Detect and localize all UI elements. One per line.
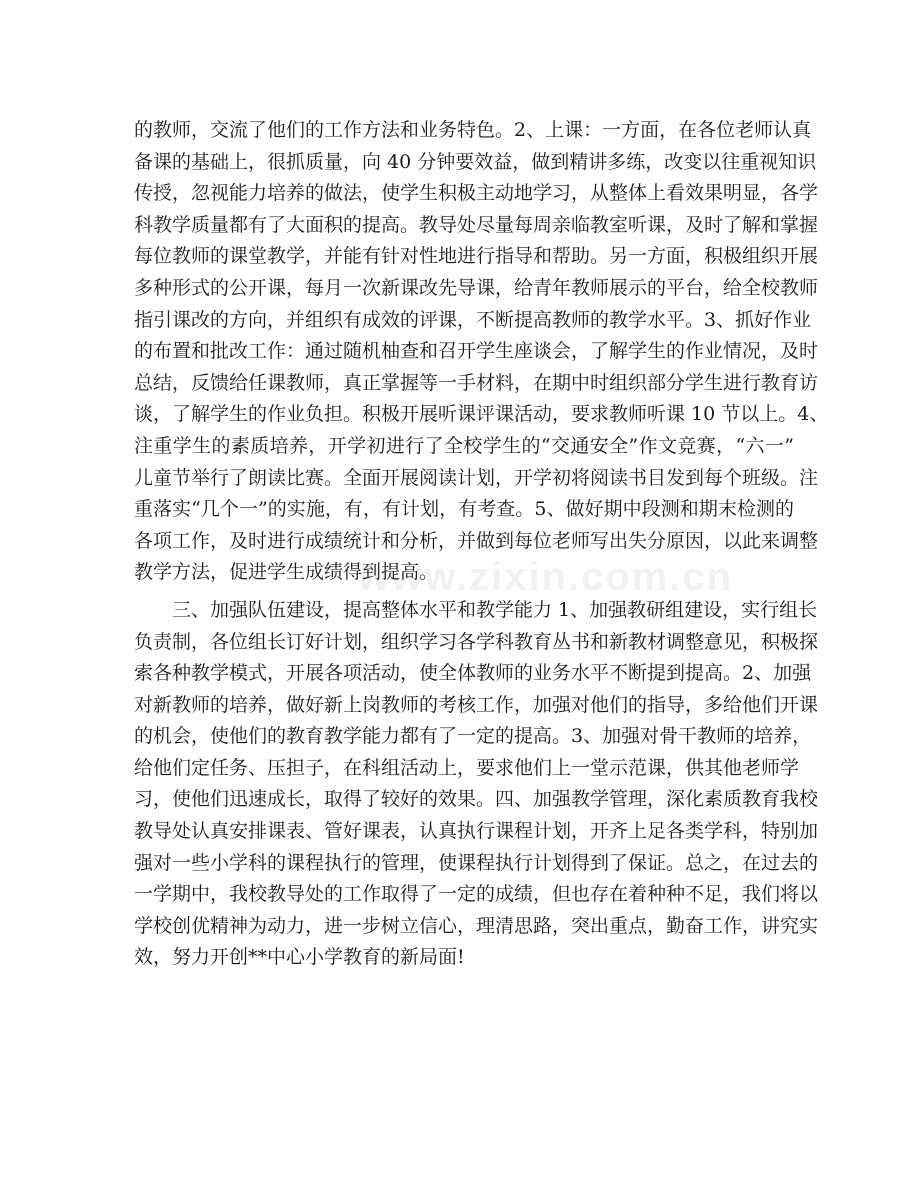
text-line: 强对一些小学科的课程执行的管理，使课程执行计划得到了保证。总之，在过去的 — [134, 851, 819, 874]
text-line: 学校创优精神为动力，进一步树立信心，理清思路，突出重点，勤奋工作，讲究实 — [134, 914, 819, 937]
text-line: 注重学生的素质培养，开学初进行了全校学生的“交通安全”作文竞赛，“六一” — [134, 434, 794, 457]
text-line: 效，努力开创**中心小学教育的新局面! — [134, 946, 465, 969]
text-line: 的教师，交流了他们的工作方法和业务特色。2、上课：一方面，在各位老师认真 — [134, 119, 812, 141]
text-line: 总结，反馈给任课教师，真正掌握等一手材料，在期中时组织部分学生进行教育访 — [134, 371, 819, 394]
text-line: 一学期中，我校教导处的工作取得了一定的成绩，但也存在着种种不足，我们将以 — [134, 883, 819, 906]
text-line: 各项工作，及时进行成绩统计和分析，并做到每位老师写出失分原因，以此来调整 — [134, 529, 819, 552]
text-line: 儿童节举行了朗读比赛。全面开展阅读计划，开学初将阅读书目发到每个班级。注 — [134, 466, 819, 489]
text-line: 负责制，各位组长订好计划，组织学习各学科教育丛书和新教材调整意见，积极探 — [134, 630, 819, 653]
text-line: 谈，了解学生的作业负担。积极开展听课评课活动，要求教师听课 10 节以上。4、 — [134, 403, 829, 426]
text-line: 多种形式的公开课，每月一次新课改先导课，给青年教师展示的平台，给全校教师 — [134, 276, 819, 299]
text-line: 的机会，使他们的教育教学能力都有了一定的提高。3、加强对骨干教师的培养， — [134, 725, 812, 748]
text-line: 备课的基础上，很抓质量，向 40 分钟要效益，做到精讲多练，改变以往重视知识 — [134, 150, 817, 173]
watermark: www.zixin.com.cn — [358, 555, 734, 599]
text-line: 对新教师的培养，做好新上岗教师的考核工作，加强对他们的指导，多给他们开课 — [134, 693, 819, 716]
text-line: 三、加强队伍建设，提高整体水平和教学能力 1、加强教研组建设，实行组长 — [134, 598, 818, 621]
text-line: 索各种教学模式，开展各项活动，使全体教师的业务水平不断提到提高。2、加强 — [134, 662, 812, 685]
body-text — [134, 115, 829, 974]
text-line: 每位教师的课堂教学，并能有针对性地进行指导和帮助。另一方面，积极组织开展 — [134, 245, 819, 268]
text-line: 指引课改的方向，并组织有成效的评课，不断提高教师的教学水平。3、抓好作业 — [134, 308, 812, 331]
paragraph — [134, 595, 819, 974]
text-line: 给他们定任务、压担子，在科组活动上，要求他们上一堂示范课，供其他老师学 — [134, 756, 800, 779]
text-line: 重落实“几个一”的实施，有，有计划，有考查。5、做好期中段测和期末检测的 — [134, 498, 794, 521]
text-line: 教导处认真安排课表、管好课表，认真执行课程计划，开齐上足各类学科，特别加 — [134, 820, 819, 843]
paragraph — [134, 115, 829, 589]
text-line: 传授，忽视能力培养的做法，使学生积极主动地学习，从整体上看效果明显，各学 — [134, 182, 819, 205]
text-line: 的布置和批改工作：通过随机柚查和召开学生座谈会，了解学生的作业情况，及时 — [134, 340, 819, 363]
text-line: 教学方法，促进学生成绩得到提高。 — [134, 561, 439, 584]
text-line: 科教学质量都有了大面积的提高。教导处尽量每周亲临教室听课，及时了解和掌握 — [134, 213, 819, 236]
text-line: 习，使他们迅速成长，取得了较好的效果。四、加强教学管理，深化素质教育我校 — [134, 788, 819, 811]
